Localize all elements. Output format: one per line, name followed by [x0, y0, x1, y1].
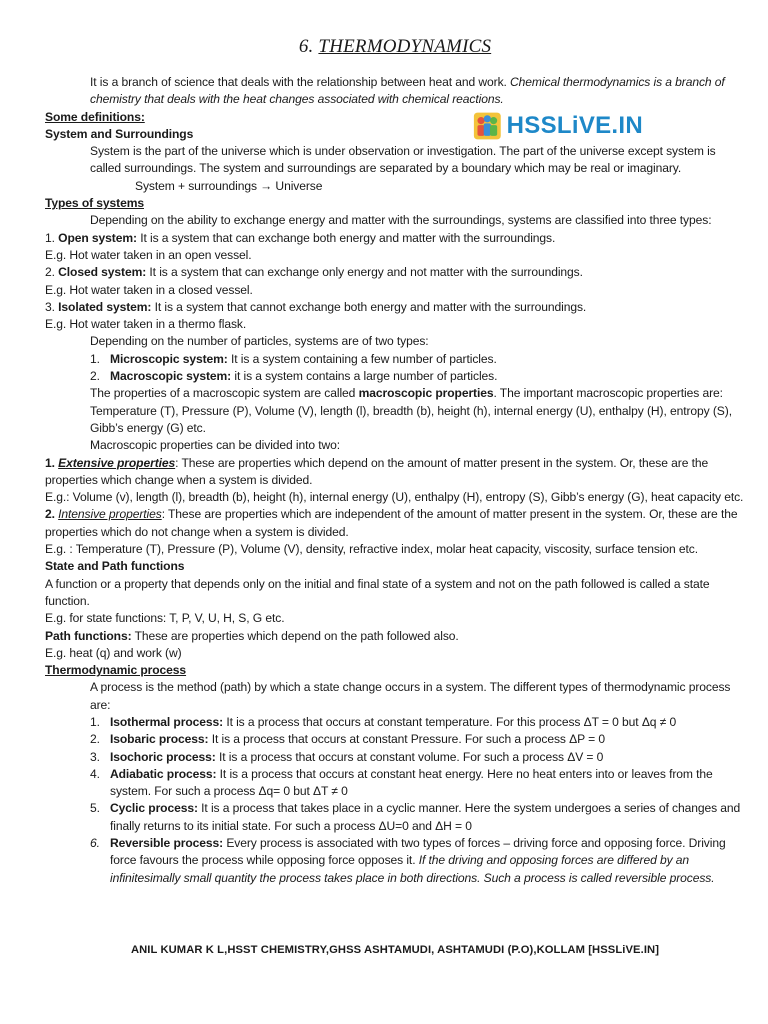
chapter-number: 6. [298, 36, 314, 57]
intro-italic-text: Chemical thermodynamics is a branch of chemistry that deals with the heat changes associated with chemical reactions. [90, 75, 725, 107]
types-heading: Types of systems [45, 196, 144, 211]
item-label: Intensive properties [58, 507, 162, 522]
page-title [0, 36, 768, 58]
item-label: Isochoric process: [110, 749, 216, 764]
item-text: It is a system that can exchange only energy and not matter with the surroundings. [149, 265, 583, 280]
item-number: 1. [90, 714, 100, 729]
item-italic-text: If the driving and opposing forces are differed by an infinitesimally small quantity the process takes place in both directions. Such a process is called reversible process. [110, 853, 715, 885]
item-number: 2. [90, 369, 100, 384]
intro-paragraph [45, 74, 745, 109]
particle-types-list [45, 351, 745, 386]
item-label: Cyclic process: [110, 801, 198, 816]
item-label: Open system: [58, 230, 137, 245]
system-paragraph: System is the part of the universe which is under observation or investigation. The part of the universe except system is called surroundings. The system and surroundings are separated by a boundary which may be real or imaginary. [90, 144, 716, 176]
example-text: Temperature (T), Pressure (P), Volume (V), density, refractive index, molar heat capacity, viscosity, surface tension etc. [75, 542, 698, 557]
item-number: 2. [90, 732, 100, 747]
extensive-example [45, 489, 745, 506]
logo-text: HSSLiVE.IN [506, 112, 643, 139]
item-text: It is a process that occurs at constant volume. For such a process ΔV = 0 [219, 749, 604, 764]
item-text: It is a process that occurs at constant Pressure. For such a process ΔP = 0 [211, 732, 605, 747]
process-list [45, 714, 745, 887]
state-example: E.g. for state functions: T, P, V, U, H, S, G etc. [45, 611, 285, 626]
example-label: E.g.: [45, 490, 70, 505]
list-item [90, 800, 745, 835]
state-heading: State and Path functions [45, 559, 185, 574]
path-functions [45, 628, 745, 645]
open-system-example: E.g. Hot water taken in an open vessel. [45, 247, 252, 262]
list-item [90, 766, 745, 801]
item-number: 1. [45, 230, 55, 245]
list-item [90, 835, 745, 887]
path-text: These are properties which depend on the path followed also. [134, 628, 459, 643]
item-text: : These are properties which depend on the amount of matter present in the system. Or, these are the properties which change when a system is divided. [45, 455, 709, 487]
universe-equation: System + surroundings → Universe [135, 178, 323, 193]
item-text: It is a process that takes place in a cyclic manner. Here the system undergoes a series of changes and finally returns to its initial state. For such a process ΔU=0 and ΔH = 0 [110, 801, 741, 833]
item-text: It is a system that cannot exchange both energy and matter with the surroundings. [154, 299, 587, 314]
item-number: 6. [90, 836, 100, 851]
item-label: Adiabatic process: [110, 766, 217, 781]
closed-system-example: E.g. Hot water taken in a closed vessel. [45, 282, 253, 297]
document-body [45, 74, 745, 887]
isolated-system-example: E.g. Hot water taken in a thermo flask. [45, 317, 247, 332]
state-paragraph: A function or a property that depends only on the initial and final state of a system and not on the path followed is called a state function. [45, 576, 710, 608]
isolated-system [45, 299, 745, 316]
particles-intro: Depending on the number of particles, systems are of two types: [90, 334, 429, 349]
path-example: E.g. heat (q) and work (w) [45, 645, 182, 660]
macro-bold: macroscopic properties [358, 386, 494, 401]
item-label: Microscopic system: [110, 351, 228, 366]
item-label: Closed system: [58, 265, 147, 280]
item-label: Isothermal process: [110, 714, 224, 729]
item-label: Reversible process: [110, 836, 224, 851]
system-heading: System and Surroundings [45, 126, 194, 141]
example-text: Volume (v), length (l), breadth (b), height (h), internal energy (U), enthalpy (H), entropy (S), Gibb’s energy (G), heat capacity etc. [72, 490, 744, 505]
item-number: 4. [90, 766, 100, 781]
page-footer: ANIL KUMAR K L,HSST CHEMISTRY,GHSS ASHTAMUDI, ASHTAMUDI (P.O),KOLLAM [HSSLiVE.IN] [130, 944, 660, 956]
item-number: 2. [45, 507, 55, 522]
item-number: 3. [45, 299, 55, 314]
item-text: it is a system contains a large number of particles. [234, 369, 498, 384]
item-text: It is a system containing a few number of particles. [231, 351, 497, 366]
intensive-example [45, 541, 745, 558]
item-number: 3. [90, 749, 100, 764]
intensive-properties [45, 506, 745, 541]
item-number: 1. [90, 351, 100, 366]
intro-text: It is a branch of science that deals with the relationship between heat and work. [90, 75, 507, 89]
item-text: It is a process that occurs at constant temperature. For this process ΔT = 0 but Δq ≠ 0 [226, 714, 677, 729]
item-number: 5. [90, 801, 100, 816]
item-number: 2. [45, 265, 55, 280]
macro-divided: Macroscopic properties can be divided into two: [90, 438, 341, 453]
macro-pre: The properties of a macroscopic system are called [90, 386, 356, 401]
example-label: E.g. : [45, 542, 73, 557]
list-item [90, 368, 745, 385]
process-intro: A process is the method (path) by which a state change occurs in a system. The different types of thermodynamic process are: [90, 680, 731, 712]
list-item [90, 351, 745, 368]
item-text: It is a system that can exchange both energy and matter with the surroundings. [140, 230, 556, 245]
list-item [90, 749, 745, 766]
closed-system [45, 264, 745, 281]
item-text: : These are properties which are independent of the amount of matter present in the system. Or, these are the properties which do not change when a system is divided. [45, 507, 738, 539]
open-system [45, 230, 745, 247]
item-text: Every process is associated with two types of forces – driving force and opposing force. Driving force favours the process while opposing force opposes it. [110, 836, 726, 868]
definitions-heading: Some definitions: [45, 109, 145, 124]
path-label: Path functions: [45, 628, 132, 643]
list-item [90, 731, 745, 748]
chapter-title: THERMODYNAMICS [318, 36, 492, 57]
macro-properties-paragraph [45, 385, 745, 437]
item-number: 1. [45, 455, 55, 470]
item-label: Extensive properties [58, 455, 176, 470]
process-heading: Thermodynamic process [45, 663, 187, 678]
item-text: It is a process that occurs at constant heat energy. Here no heat enters into or leaves from the system. For such a process Δq= 0 but ΔT ≠ 0 [110, 766, 713, 799]
extensive-properties [45, 455, 745, 490]
item-label: Isobaric process: [110, 732, 209, 747]
types-intro: Depending on the ability to exchange energy and matter with the surroundings, systems are classified into three types: [90, 213, 712, 228]
macro-post: . The important macroscopic properties are: Temperature (T), Pressure (P), Volume (V), length (l), breadth (b), height (h), internal energy (U), enthalpy (H), entropy (S), Gibb’s energy (G) etc. [90, 386, 732, 435]
list-item [90, 714, 745, 731]
item-label: Macroscopic system: [110, 369, 232, 384]
item-label: Isolated system: [58, 299, 152, 314]
